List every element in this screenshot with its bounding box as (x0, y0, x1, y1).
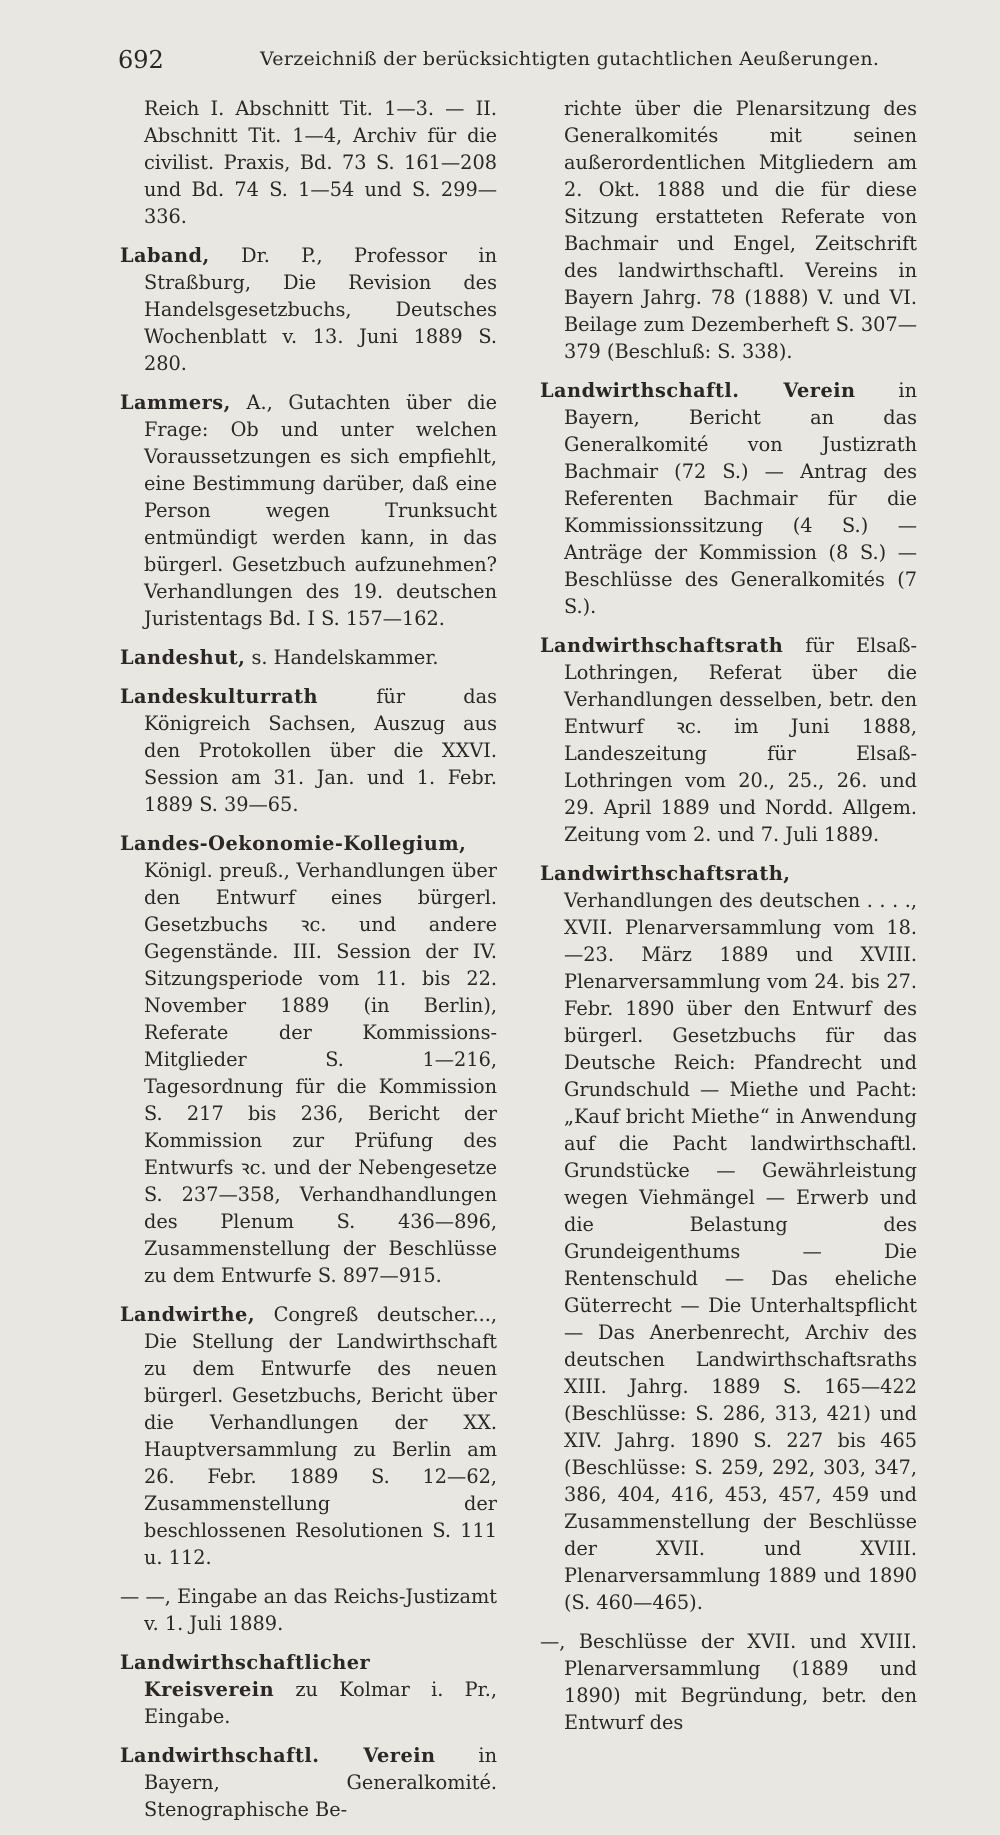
index-entry (120, 389, 497, 632)
index-entry (120, 1742, 497, 1823)
entry-text: in Bayern, Generalkomité. Stenographische Be- (144, 1744, 497, 1821)
entry-text: s. Handelskammer. (245, 646, 439, 669)
index-entry: richte über die Plenarsitzung des Generalkomités mit seinen außerordentlichen Mitgliedern am 2. Okt. 1888 und die für diese Sitzung erstatteten Referate von Bachmair und Engel, Zeitschrift des landwirthschaftl. Vereins in Bayern Jahrg. 78 (1888) V. und VI. Beilage zum Dezemberheft S. 307—379 (Beschluß: S. 338). (564, 97, 917, 363)
right-column (540, 95, 917, 1748)
index-entry (120, 644, 497, 671)
index-entry (120, 1649, 497, 1730)
index-entry (120, 683, 497, 818)
index-entry (540, 377, 917, 620)
running-head (118, 40, 938, 80)
index-entry (120, 242, 497, 377)
entry-text: — —, Eingabe an das Reichs-Justizamt v. 1. Juli 1889. (120, 1585, 497, 1635)
entry-heading: Landwirthschaftl. Verein (540, 379, 856, 402)
entry-text: Dr. P., Professor in Straßburg, Die Revision des Handelsgesetzbuchs, Deutsches Wochenblatt v. 13. Juni 1889 S. 280. (144, 244, 497, 375)
index-entry (120, 1583, 497, 1637)
entry-heading: Landwirthschaftsrath (540, 634, 784, 657)
entry-heading: Landwirthschaftsrath, (540, 862, 791, 885)
entry-heading: Landwirthschaftl. Verein (120, 1744, 436, 1767)
index-entry (540, 632, 917, 848)
running-title: Verzeichniß der berücksichtigten gutachtlichen Aeußerungen. (260, 48, 880, 70)
entry-heading: Landes-Oekonomie-Kollegium, (120, 832, 467, 855)
index-entry (540, 860, 917, 1616)
entry-text: in Bayern, Bericht an das Generalkomité von Justizrath Bachmair (72 S.) — Antrag des Referenten Bachmair für die Kommissionssitzung (4 S.) — Anträge der Kommission (8 S.) — Beschlüsse des Generalkomités (7 S.). (564, 379, 917, 618)
entry-heading: Landeskulturrath (120, 685, 319, 708)
index-entry (120, 830, 497, 1289)
entry-heading: Lammers, (120, 391, 231, 414)
entry-text: zu Kolmar i. Pr., Eingabe. (144, 1678, 497, 1728)
entry-heading: Laband, (120, 244, 210, 267)
entry-heading: Landeshut, (120, 646, 246, 669)
entry-text: Königl. preuß., Verhandlungen über den Entwurf eines bürgerl. Gesetzbuchs ꝛc. und andere Gegenstände. III. Session der IV. Sitzungsperiode vom 11. bis 22. November 1889 (in Berlin), Referate der Kommissions-Mitglieder S. 1—216, Tagesordnung für die Kommission S. 217 bis 236, Bericht der Kommission zur Prüfung des Entwurfs ꝛc. und der Nebengesetze S. 237—358, Verhandhandlungen des Plenum S. 436—896, Zusammenstellung der Beschlüsse zu dem Entwurfe S. 897—915. (144, 859, 497, 1287)
index-entry: Reich I. Abschnitt Tit. 1—3. — II. Abschnitt Tit. 1—4, Archiv für die civilist. Praxis, Bd. 73 S. 161—208 und Bd. 74 S. 1—54 und S. 299—336. (144, 97, 497, 228)
entry-text: für das Königreich Sachsen, Auszug aus den Protokollen über die XXVI. Session am 31. Jan. und 1. Febr. 1889 S. 39—65. (144, 685, 497, 816)
entry-heading: Landwirthschaftlicher Kreisverein (120, 1651, 371, 1701)
entry-text: A., Gutachten über die Frage: Ob und unter welchen Voraussetzungen es sich empfiehlt, eine Bestimmung darüber, daß eine Person wegen Trunksucht entmündigt werden kann, in das bürgerl. Gesetzbuch aufzunehmen? Verhandlungen des 19. deutschen Juristentags Bd. I S. 157—162. (144, 391, 497, 630)
left-column (120, 95, 497, 1835)
page-number: 692 (118, 46, 164, 74)
entry-text: Congreß deutscher..., Die Stellung der Landwirthschaft zu dem Entwurfe des neuen bürgerl. Gesetzbuchs, Bericht über die Verhandlungen der XX. Hauptversammlung zu Berlin am 26. Febr. 1889 S. 12—62, Zusammenstellung der beschlossenen Resolutionen S. 111 u. 112. (144, 1303, 497, 1569)
entry-text: Verhandlungen des deutschen . . . ., XVII. Plenarversammlung vom 18.—23. März 1889 und XVIII. Plenarversammlung vom 24. bis 27. Febr. 1890 über den Entwurf des bürgerl. Gesetzbuchs für das Deutsche Reich: Pfandrecht und Grundschuld — Miethe und Pacht: „Kauf bricht Miethe“ in Anwendung auf die Pacht landwirthschaftl. Grundstücke — Gewährleistung wegen Viehmängel — Erwerb und die Belastung des Grundeigenthums — Die Rentenschuld — Das eheliche Güterrecht — Die Unterhaltspflicht — Das Anerbenrecht, Archiv des deutschen Landwirthschaftsraths XIII. Jahrg. 1889 S. 165—422 (Beschlüsse: S. 286, 313, 421) und XIV. Jahrg. 1890 S. 227 bis 465 (Beschlüsse: S. 259, 292, 303, 347, 386, 404, 416, 453, 457, 459 und Zusammenstellung der Beschlüsse der XVII. und XVIII. Plenarversammlung 1889 und 1890 (S. 460—465). (564, 889, 917, 1614)
entry-text: —, Beschlüsse der XVII. und XVIII. Plenarversammlung (1889 und 1890) mit Begründung, betr. den Entwurf des (540, 1630, 917, 1734)
entry-heading: Landwirthe, (120, 1303, 256, 1326)
entry-text: für Elsaß-Lothringen, Referat über die Verhandlungen desselben, betr. den Entwurf ꝛc. im Juni 1888, Landeszeitung für Elsaß-Lothringen vom 20., 25., 26. und 29. April 1889 und Nordd. Allgem. Zeitung vom 2. und 7. Juli 1889. (564, 634, 917, 846)
index-entry (540, 1628, 917, 1736)
